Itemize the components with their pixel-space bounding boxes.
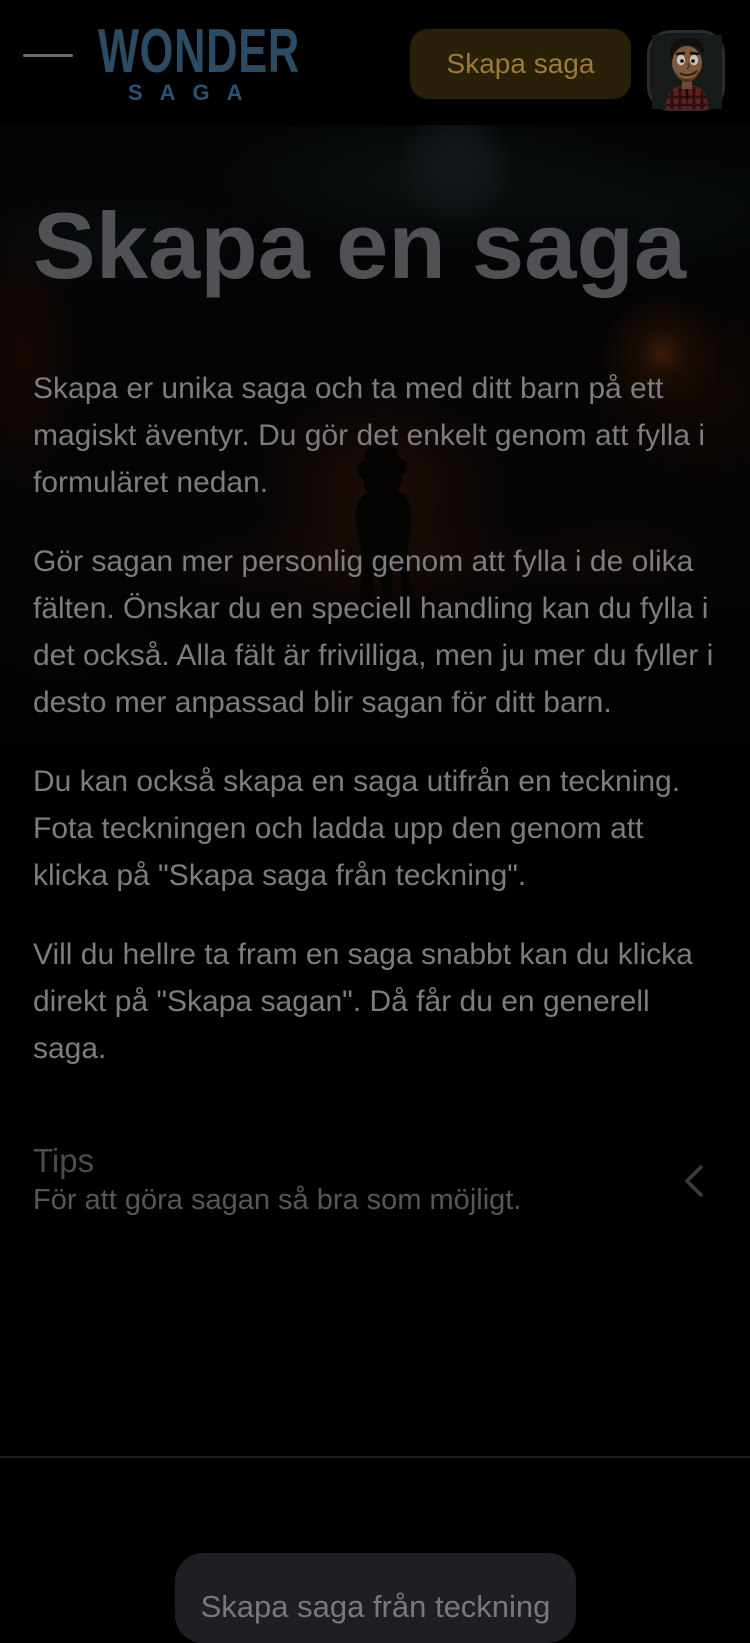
- chevron-left-icon: [683, 1164, 705, 1198]
- logo[interactable]: [98, 17, 302, 105]
- avatar-cartoon-icon: [652, 35, 722, 109]
- intro-paragraph: Skapa er unika saga och ta med ditt barn på ett magiskt äventyr. Du gör det enkelt genom att fylla i formuläret nedan.: [33, 372, 705, 499]
- menu-button[interactable]: [16, 40, 80, 72]
- create-from-drawing-button[interactable]: Skapa saga från teckning: [175, 1553, 576, 1643]
- personalize-paragraph: Gör sagan mer personlig genom att fylla i de olika fälten. Önskar du en speciell handling kan du fylla i det också. Alla fält är frivilliga, men ju mer du fyller i desto mer anpassad blir sagan för ditt barn.: [33, 545, 714, 719]
- create-saga-button[interactable]: Skapa saga: [410, 29, 631, 99]
- app-header: [0, 0, 750, 125]
- drawing-paragraph: Du kan också skapa en saga utifrån en teckning. Fota teckningen och ladda upp den genom att klicka på "Skapa saga från teckning".: [33, 765, 681, 892]
- tips-title: Tips: [33, 1142, 95, 1179]
- menu-icon: [23, 54, 73, 57]
- main-content: [0, 125, 750, 1218]
- logo-subtitle: SAGA: [128, 80, 260, 105]
- tips-subtitle: För att göra sagan så bra som möjligt.: [33, 1184, 522, 1216]
- profile-avatar[interactable]: [647, 30, 725, 111]
- logo-wordmark: WONDER: [98, 17, 300, 86]
- bottom-sheet: [0, 1458, 750, 1624]
- page-title: Skapa en saga: [33, 193, 687, 298]
- quick-saga-paragraph: Vill du hellre ta fram en saga snabbt kan du klicka direkt på "Skapa sagan". Då får du en generell saga.: [33, 938, 693, 1065]
- tips-accordion[interactable]: [33, 1142, 717, 1218]
